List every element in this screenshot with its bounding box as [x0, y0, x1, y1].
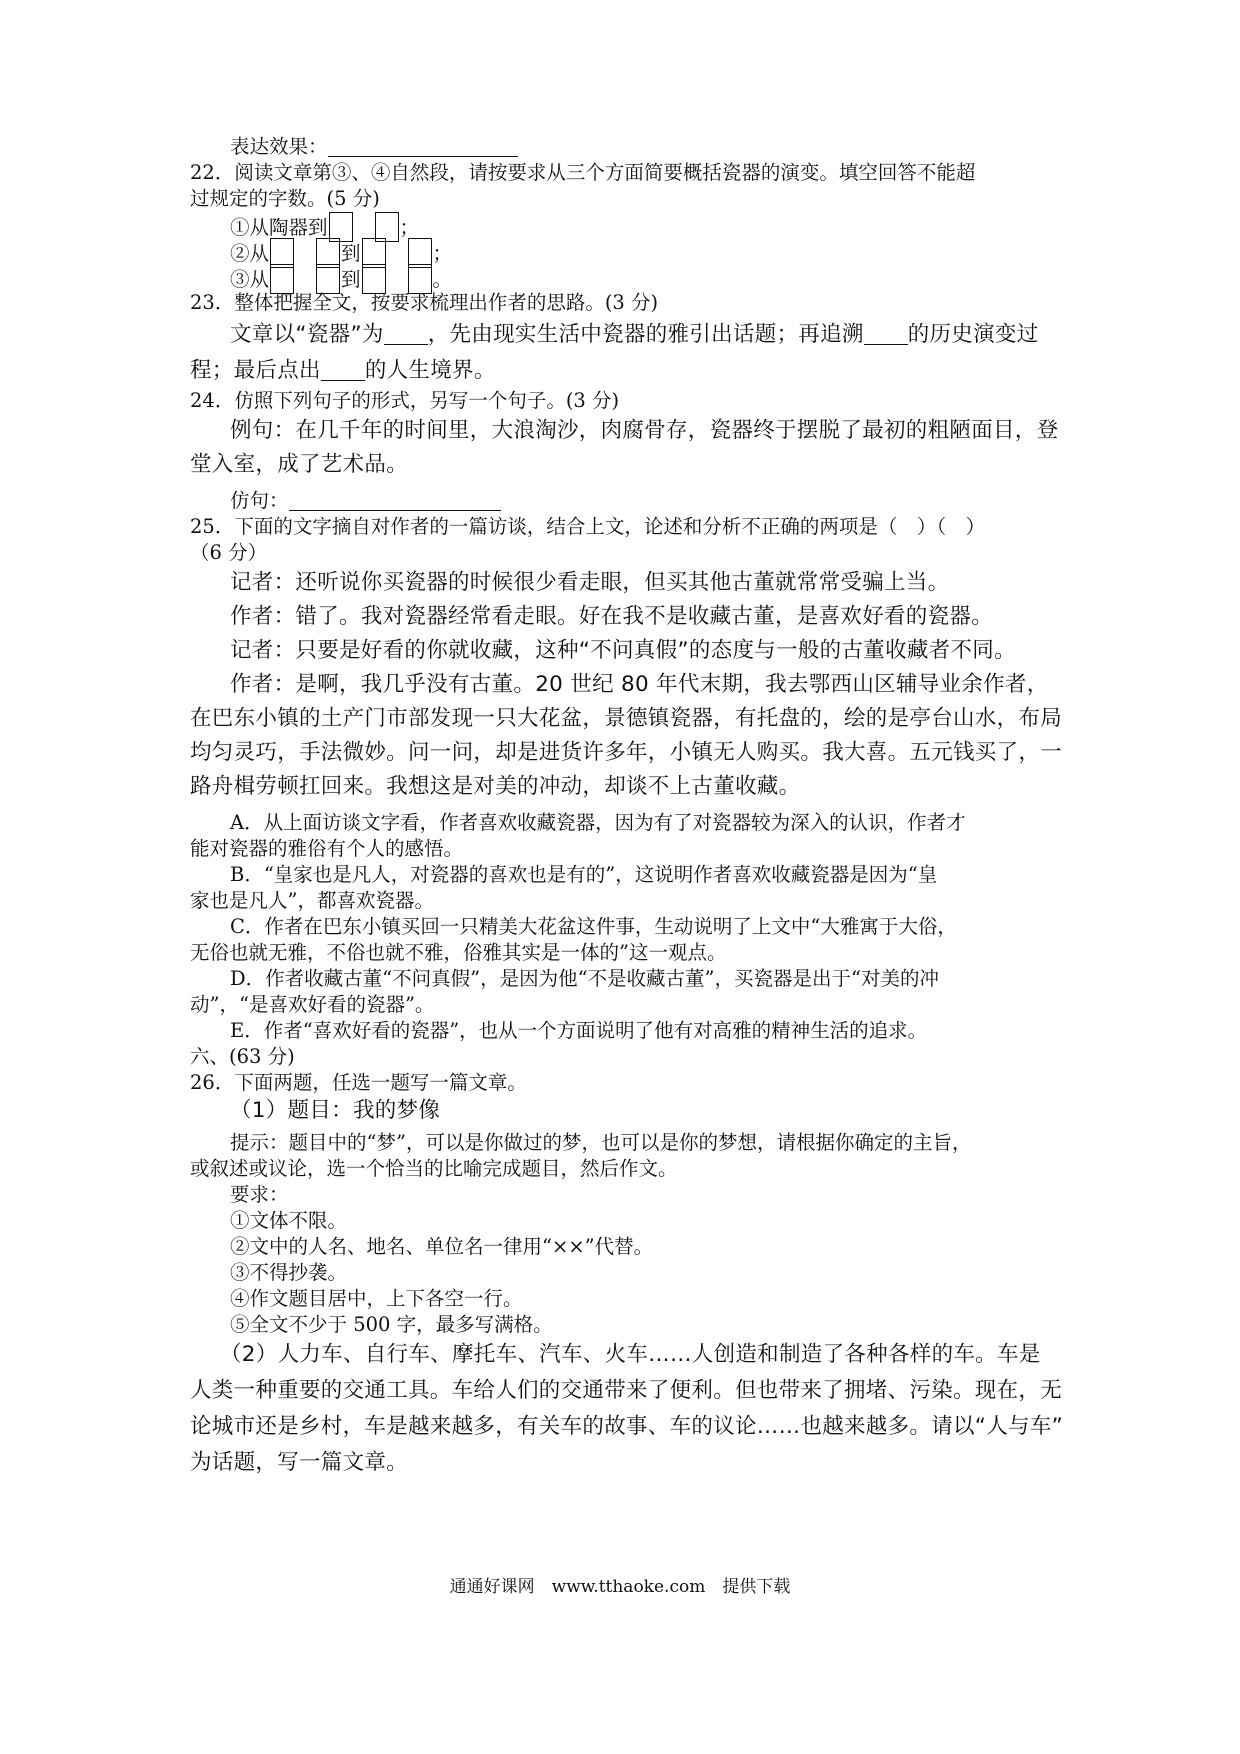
- option-c-line-2: 无俗也就无雅，不俗也就不雅，俗雅其实是一体的”这一观点。: [190, 941, 727, 964]
- answer-blank[interactable]: [328, 136, 518, 157]
- essay-option-2-line-1: （2）人力车、自行车、摩托车、汽车、火车……人创造和制造了各种各样的车。车是: [220, 1342, 1041, 1367]
- option-a-line-1: A．从上面访谈文字看，作者喜欢收藏瓷器，因为有了对瓷器较为深入的认识，作者才: [230, 811, 966, 834]
- answer-blank[interactable]: [864, 324, 908, 345]
- answer-blank[interactable]: [289, 490, 501, 511]
- q23-fill-line-2: 程；最后点出 的人生境界。: [190, 358, 496, 383]
- requirement-item: ①文体不限。: [230, 1209, 348, 1232]
- option-e-line: E．作者“喜欢好看的瓷器”，也从一个方面说明了他有对高雅的精神生活的追求。: [230, 1019, 928, 1042]
- essay-option-2-line-4: 为话题，写一篇文章。: [190, 1450, 409, 1475]
- question-23-line: 23．整体把握全文，按要求梳理出作者的思路。(3 分): [190, 291, 659, 314]
- question-22-line-2: 过规定的字数。(5 分): [190, 187, 380, 210]
- example-sentence-line-2: 堂入室，成了艺术品。: [190, 452, 409, 477]
- question-24-line: 24．仿照下列句子的形式，另写一个句子。(3 分): [190, 389, 620, 412]
- answer-blank[interactable]: [384, 324, 428, 345]
- option-a-line-2: 能对瓷器的雅俗有个人的感悟。: [190, 837, 464, 860]
- interview-line: 记者：只要是好看的你就收藏，这种“不问真假”的态度与一般的古董收藏者不同。: [230, 638, 1016, 663]
- option-b-line-2: 家也是凡人”，都喜欢瓷器。: [190, 889, 434, 912]
- interview-line: 均匀灵巧，手法微妙。问一问，却是进货许多年，小镇无人购买。我大喜。五元钱买了，一: [190, 740, 1063, 765]
- essay-option-1-title: （1）题目：我的梦像: [230, 1098, 441, 1123]
- option-c-line-1: C．作者在巴东小镇买回一只精美大花盆这件事，生动说明了上文中“大雅寓于大俗，: [230, 915, 957, 938]
- essay-option-2-line-3: 论城市还是乡村，车是越来越多，有关车的故事、车的议论……也越来越多。请以“人与车”: [190, 1414, 1064, 1439]
- interview-line: 作者：错了。我对瓷器经常看走眼。好在我不是收藏古董，是喜欢好看的瓷器。: [230, 604, 994, 629]
- q22-item-1: ①从陶器到 ；: [230, 212, 419, 242]
- interview-line: 路舟楫劳顿扛回来。我想这是对美的冲动，却谈不上古董收藏。: [190, 774, 801, 799]
- question-25-line-2: （6 分）: [190, 541, 268, 564]
- question-22-line-1: 22．阅读文章第③、④自然段，请按要求从三个方面简要概括瓷器的演变。填空回答不能超: [190, 161, 976, 184]
- requirement-item: ④作文题目居中，上下各空一行。: [230, 1287, 523, 1310]
- expression-effect-line: [230, 134, 518, 160]
- q22-item-3: ③从 到 。: [230, 264, 452, 294]
- hint-line-2: 或叙述或议论，选一个恰当的比喻完成题目，然后作文。: [190, 1157, 678, 1180]
- interview-line: 记者：还听说你买瓷器的时候很少看走眼，但买其他古董就常常受骗上当。: [230, 570, 950, 595]
- example-sentence-line-1: 例句：在几千年的时间里，大浪淘沙，肉腐骨存，瓷器终于摆脱了最初的粗陋面目，登: [230, 418, 1059, 443]
- question-26-line: 26．下面两题，任选一题写一篇文章。: [190, 1071, 527, 1094]
- requirement-item: ③不得抄袭。: [230, 1261, 348, 1284]
- essay-option-2-line-2: 人类一种重要的交通工具。车给人们的交通带来了便利。但也带来了拥堵、污染。现在，无: [190, 1378, 1063, 1403]
- requirement-item: ⑤全文不少于 500 字，最多写满格。: [230, 1313, 553, 1336]
- expression-effect-label: 表达效果：: [230, 135, 328, 158]
- imitation-line: 仿句：: [230, 488, 501, 514]
- q23-fill-line-1: 文章以“瓷器”为 ，先由现实生活中瓷器的雅引出话题；再追溯 的历史演变过: [230, 322, 1039, 347]
- question-25-line-1: 25．下面的文字摘自对作者的一篇访谈，结合上文，论述和分析不正确的两项是（ ）（ ）: [190, 515, 986, 538]
- interview-line: 作者：是啊，我几乎没有古董。20 世纪 80 年代末期，我去鄂西山区辅导业余作者，: [230, 672, 1049, 697]
- hint-line-1: 提示：题目中的“梦”，可以是你做过的梦，也可以是你的梦想，请根据你确定的主旨，: [230, 1131, 972, 1154]
- requirements-label: 要求：: [230, 1183, 289, 1206]
- option-b-line-1: B．“皇家也是凡人，对瓷器的喜欢也是有的”，这说明作者喜欢收藏瓷器是因为“皇: [230, 863, 938, 886]
- option-d-line-2: 动”，“是喜欢好看的瓷器”。: [190, 993, 435, 1016]
- interview-line: 在巴东小镇的土产门市部发现一只大花盆，景德镇瓷器，有托盘的，绘的是亭台山水，布局: [190, 706, 1063, 731]
- answer-blank[interactable]: [321, 360, 365, 381]
- q22-item-2: ②从 到 ；: [230, 238, 452, 268]
- option-d-line-1: D．作者收藏古董“不问真假”，是因为他“不是收藏古董”，买瓷器是出于“对美的冲: [230, 967, 939, 990]
- page-footer: 通通好课网 www.tthaoke.com 提供下载: [449, 1577, 791, 1597]
- requirement-item: ②文中的人名、地名、单位名一律用“××”代替。: [230, 1235, 654, 1258]
- section-six-heading: 六、(63 分): [190, 1045, 295, 1068]
